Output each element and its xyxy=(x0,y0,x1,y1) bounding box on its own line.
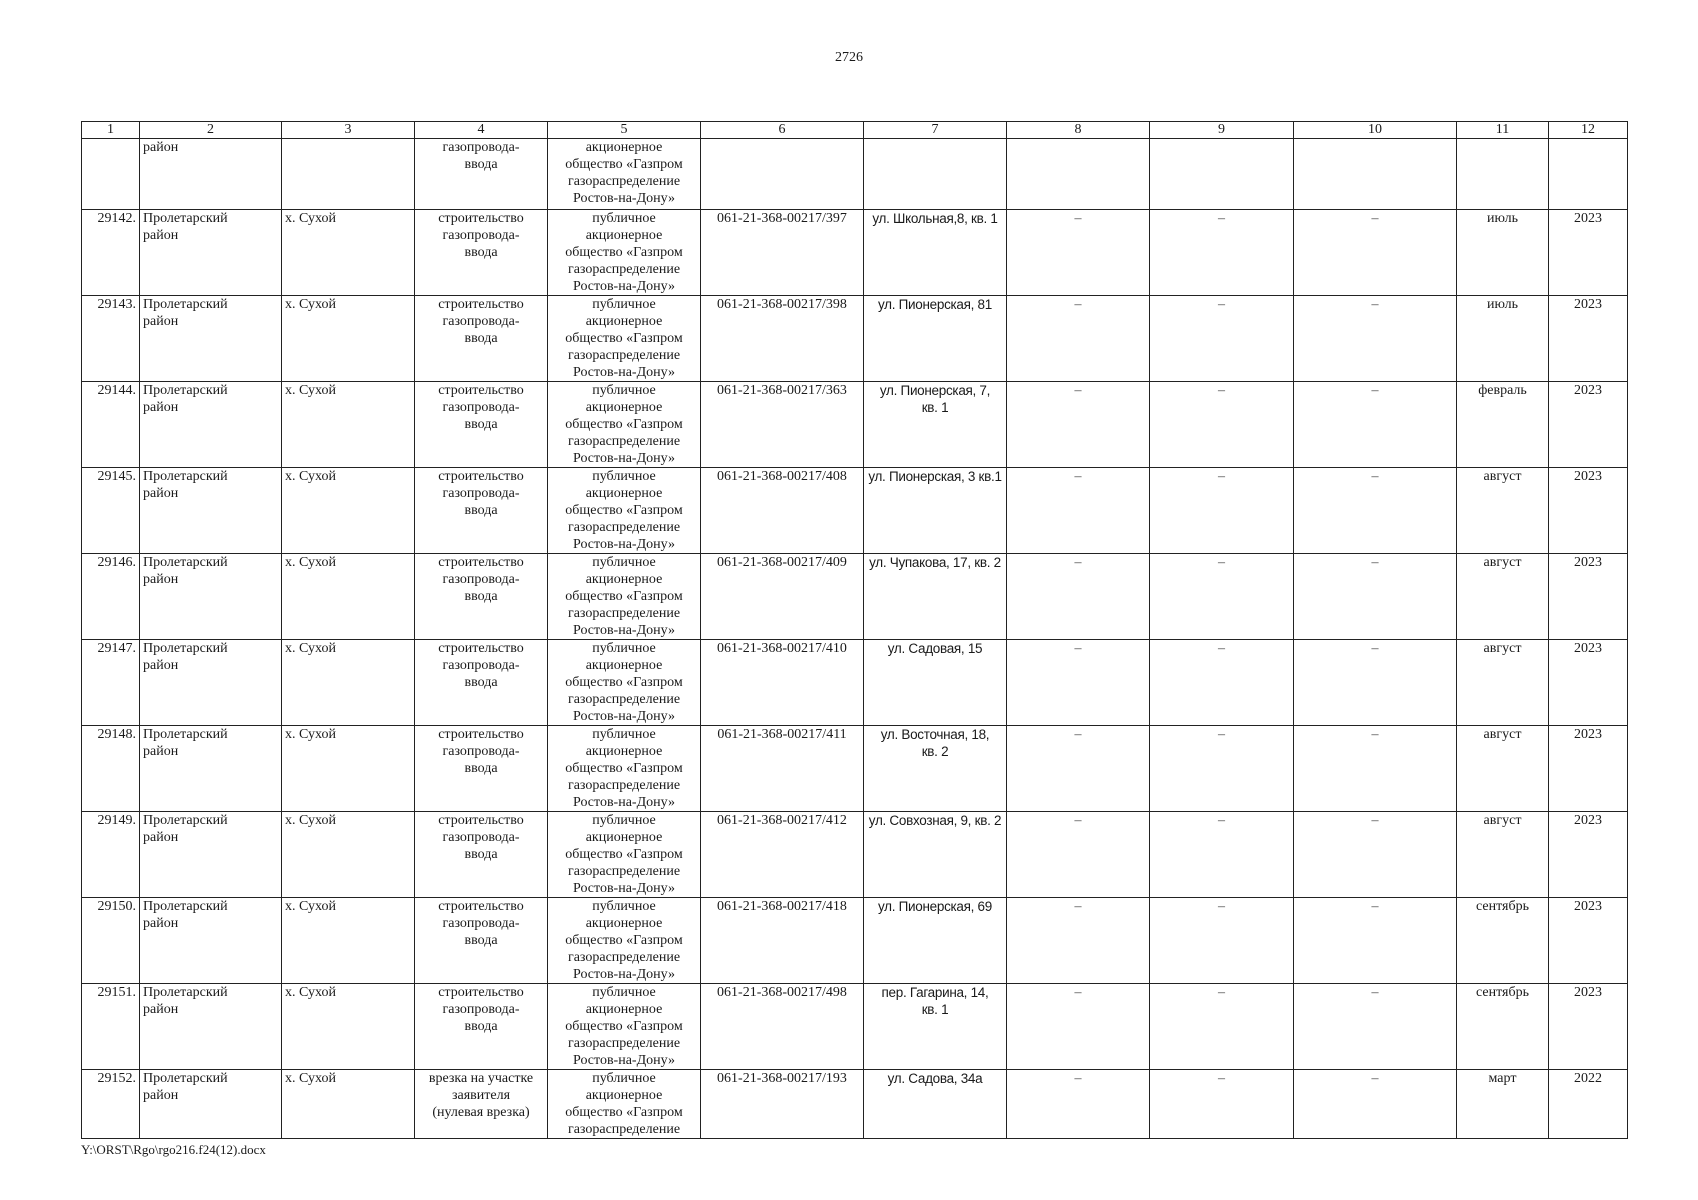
cell-address: ул. Чупакова, 17, кв. 2 xyxy=(864,554,1007,640)
cell-c9: – xyxy=(1150,812,1294,898)
cell-month: сентябрь xyxy=(1457,898,1549,984)
cell-month: март xyxy=(1457,1070,1549,1139)
cell-c9: – xyxy=(1150,726,1294,812)
cell-c10: – xyxy=(1294,468,1457,554)
cell-c8: – xyxy=(1007,812,1150,898)
cell-year: 2023 xyxy=(1549,726,1628,812)
header-cell: 2 xyxy=(140,122,282,139)
header-cell: 3 xyxy=(282,122,415,139)
cell-district: Пролетарский район xyxy=(140,382,282,468)
cell-c10: – xyxy=(1294,726,1457,812)
cell-c8: – xyxy=(1007,296,1150,382)
cell-c10: – xyxy=(1294,812,1457,898)
header-cell: 5 xyxy=(548,122,701,139)
cell-work: строительство газопровода- ввода xyxy=(415,640,548,726)
table-row xyxy=(82,812,1628,898)
cell-district: Пролетарский район xyxy=(140,898,282,984)
cell-c9: – xyxy=(1150,1070,1294,1139)
cell-code: 061-21-368-00217/193 xyxy=(701,1070,864,1139)
cell-year: 2023 xyxy=(1549,296,1628,382)
cell-year: 2023 xyxy=(1549,812,1628,898)
cell-address: пер. Гагарина, 14, кв. 1 xyxy=(864,984,1007,1070)
cell-work: строительство газопровода- ввода xyxy=(415,554,548,640)
header-cell: 1 xyxy=(82,122,140,139)
cell-org: публичное акционерное общество «Газпром газораспределение Ростов-на-Дону» xyxy=(548,640,701,726)
cell-address: ул. Садова, 34а xyxy=(864,1070,1007,1139)
cell-c9: – xyxy=(1150,898,1294,984)
cell-c9: – xyxy=(1150,640,1294,726)
cell-c8: – xyxy=(1007,898,1150,984)
header-cell: 12 xyxy=(1549,122,1628,139)
table-row xyxy=(82,640,1628,726)
cell-c8: – xyxy=(1007,382,1150,468)
cell-work: строительство газопровода- ввода xyxy=(415,812,548,898)
cell-address: ул. Совхозная, 9, кв. 2 xyxy=(864,812,1007,898)
cell-locality: х. Сухой xyxy=(282,726,415,812)
cell-num xyxy=(82,139,140,210)
cell-month: август xyxy=(1457,812,1549,898)
cell-year: 2023 xyxy=(1549,640,1628,726)
cell-address xyxy=(864,139,1007,210)
cell-locality: х. Сухой xyxy=(282,640,415,726)
table-row xyxy=(82,1070,1628,1139)
cell-year: 2023 xyxy=(1549,984,1628,1070)
cell-year: 2023 xyxy=(1549,554,1628,640)
cell-locality: х. Сухой xyxy=(282,898,415,984)
cell-district: Пролетарский район xyxy=(140,554,282,640)
table-row xyxy=(82,210,1628,296)
cell-year: 2023 xyxy=(1549,210,1628,296)
cell-org: публичное акционерное общество «Газпром газораспределение Ростов-на-Дону» xyxy=(548,984,701,1070)
cell-num: 29152. xyxy=(82,1070,140,1139)
cell-c9: – xyxy=(1150,210,1294,296)
cell-district: Пролетарский район xyxy=(140,640,282,726)
cell-org: публичное акционерное общество «Газпром газораспределение Ростов-на-Дону» xyxy=(548,726,701,812)
cell-org: публичное акционерное общество «Газпром газораспределение Ростов-на-Дону» xyxy=(548,296,701,382)
cell-district: район xyxy=(140,139,282,210)
cell-district: Пролетарский район xyxy=(140,726,282,812)
cell-c9: – xyxy=(1150,468,1294,554)
table-row xyxy=(82,726,1628,812)
cell-code: 061-21-368-00217/410 xyxy=(701,640,864,726)
cell-month: июль xyxy=(1457,296,1549,382)
cell-org: публичное акционерное общество «Газпром газораспределение Ростов-на-Дону» xyxy=(548,468,701,554)
cell-locality: х. Сухой xyxy=(282,984,415,1070)
cell-c9: – xyxy=(1150,382,1294,468)
cell-org: публичное акционерное общество «Газпром газораспределение Ростов-на-Дону» xyxy=(548,812,701,898)
continuation-row xyxy=(82,139,1628,210)
cell-code: 061-21-368-00217/412 xyxy=(701,812,864,898)
table-row xyxy=(82,382,1628,468)
cell-code: 061-21-368-00217/363 xyxy=(701,382,864,468)
cell-org: публичное акционерное общество «Газпром газораспределение Ростов-на-Дону» xyxy=(548,898,701,984)
cell-c10: – xyxy=(1294,210,1457,296)
cell-num: 29142. xyxy=(82,210,140,296)
cell-month: февраль xyxy=(1457,382,1549,468)
cell-locality: х. Сухой xyxy=(282,210,415,296)
cell-c8: – xyxy=(1007,1070,1150,1139)
cell-c10: – xyxy=(1294,554,1457,640)
cell-num: 29147. xyxy=(82,640,140,726)
table-row xyxy=(82,898,1628,984)
cell-code: 061-21-368-00217/397 xyxy=(701,210,864,296)
cell-work: строительство газопровода- ввода xyxy=(415,726,548,812)
cell-c9 xyxy=(1150,139,1294,210)
cell-month xyxy=(1457,139,1549,210)
header-cell: 8 xyxy=(1007,122,1150,139)
cell-org: публичное акционерное общество «Газпром газораспределение Ростов-на-Дону» xyxy=(548,210,701,296)
cell-month: август xyxy=(1457,468,1549,554)
cell-month: август xyxy=(1457,640,1549,726)
cell-address: ул. Пионерская, 69 xyxy=(864,898,1007,984)
cell-c8: – xyxy=(1007,210,1150,296)
cell-org: публичное акционерное общество «Газпром газораспределение xyxy=(548,1070,701,1139)
cell-month: август xyxy=(1457,554,1549,640)
cell-month: август xyxy=(1457,726,1549,812)
cell-locality: х. Сухой xyxy=(282,1070,415,1139)
cell-district: Пролетарский район xyxy=(140,296,282,382)
cell-num: 29143. xyxy=(82,296,140,382)
cell-code: 061-21-368-00217/398 xyxy=(701,296,864,382)
cell-code xyxy=(701,139,864,210)
cell-code: 061-21-368-00217/498 xyxy=(701,984,864,1070)
cell-year: 2022 xyxy=(1549,1070,1628,1139)
cell-address: ул. Пионерская, 81 xyxy=(864,296,1007,382)
cell-work: строительство газопровода- ввода xyxy=(415,468,548,554)
header-cell: 4 xyxy=(415,122,548,139)
page-number: 2726 xyxy=(835,50,863,65)
cell-locality: х. Сухой xyxy=(282,554,415,640)
cell-address: ул. Садовая, 15 xyxy=(864,640,1007,726)
registry-table xyxy=(81,121,1628,1139)
cell-c10: – xyxy=(1294,640,1457,726)
cell-num: 29150. xyxy=(82,898,140,984)
cell-c9: – xyxy=(1150,984,1294,1070)
table-row xyxy=(82,554,1628,640)
cell-work: строительство газопровода- ввода xyxy=(415,296,548,382)
cell-address: ул. Пионерская, 7, кв. 1 xyxy=(864,382,1007,468)
cell-num: 29145. xyxy=(82,468,140,554)
cell-district: Пролетарский район xyxy=(140,812,282,898)
cell-code: 061-21-368-00217/418 xyxy=(701,898,864,984)
cell-num: 29151. xyxy=(82,984,140,1070)
cell-year: 2023 xyxy=(1549,468,1628,554)
header-cell: 9 xyxy=(1150,122,1294,139)
table-row xyxy=(82,984,1628,1070)
cell-num: 29144. xyxy=(82,382,140,468)
cell-c8 xyxy=(1007,139,1150,210)
cell-locality xyxy=(282,139,415,210)
cell-code: 061-21-368-00217/409 xyxy=(701,554,864,640)
cell-c8: – xyxy=(1007,984,1150,1070)
cell-org: акционерное общество «Газпром газораспределение Ростов-на-Дону» xyxy=(548,139,701,210)
cell-work: строительство газопровода- ввода xyxy=(415,210,548,296)
header-cell: 7 xyxy=(864,122,1007,139)
cell-district: Пролетарский район xyxy=(140,1070,282,1139)
cell-c10: – xyxy=(1294,898,1457,984)
cell-address: ул. Восточная, 18, кв. 2 xyxy=(864,726,1007,812)
cell-c10 xyxy=(1294,139,1457,210)
cell-work: врезка на участке заявителя (нулевая врезка) xyxy=(415,1070,548,1139)
header-cell: 11 xyxy=(1457,122,1549,139)
cell-district: Пролетарский район xyxy=(140,468,282,554)
table-header-row xyxy=(82,122,1628,139)
cell-year: 2023 xyxy=(1549,898,1628,984)
cell-c8: – xyxy=(1007,640,1150,726)
cell-locality: х. Сухой xyxy=(282,812,415,898)
cell-c10: – xyxy=(1294,296,1457,382)
table-row xyxy=(82,468,1628,554)
cell-district: Пролетарский район xyxy=(140,984,282,1070)
cell-year: 2023 xyxy=(1549,382,1628,468)
cell-locality: х. Сухой xyxy=(282,382,415,468)
cell-address: ул. Школьная,8, кв. 1 xyxy=(864,210,1007,296)
cell-code: 061-21-368-00217/408 xyxy=(701,468,864,554)
cell-org: публичное акционерное общество «Газпром газораспределение Ростов-на-Дону» xyxy=(548,382,701,468)
cell-work: строительство газопровода- ввода xyxy=(415,984,548,1070)
cell-code: 061-21-368-00217/411 xyxy=(701,726,864,812)
cell-c10: – xyxy=(1294,1070,1457,1139)
cell-locality: х. Сухой xyxy=(282,468,415,554)
cell-c10: – xyxy=(1294,984,1457,1070)
cell-month: сентябрь xyxy=(1457,984,1549,1070)
cell-locality: х. Сухой xyxy=(282,296,415,382)
cell-c8: – xyxy=(1007,468,1150,554)
cell-org: публичное акционерное общество «Газпром газораспределение Ростов-на-Дону» xyxy=(548,554,701,640)
footer-path: Y:\ORST\Rgo\rgo216.f24(12).docx xyxy=(81,1142,266,1157)
cell-num: 29148. xyxy=(82,726,140,812)
header-cell: 10 xyxy=(1294,122,1457,139)
cell-work: газопровода- ввода xyxy=(415,139,548,210)
cell-num: 29146. xyxy=(82,554,140,640)
cell-month: июль xyxy=(1457,210,1549,296)
cell-work: строительство газопровода- ввода xyxy=(415,382,548,468)
cell-address: ул. Пионерская, 3 кв.1 xyxy=(864,468,1007,554)
cell-c9: – xyxy=(1150,554,1294,640)
cell-c8: – xyxy=(1007,554,1150,640)
cell-c10: – xyxy=(1294,382,1457,468)
cell-district: Пролетарский район xyxy=(140,210,282,296)
header-cell: 6 xyxy=(701,122,864,139)
cell-year xyxy=(1549,139,1628,210)
cell-c9: – xyxy=(1150,296,1294,382)
cell-num: 29149. xyxy=(82,812,140,898)
cell-work: строительство газопровода- ввода xyxy=(415,898,548,984)
table-row xyxy=(82,296,1628,382)
cell-c8: – xyxy=(1007,726,1150,812)
